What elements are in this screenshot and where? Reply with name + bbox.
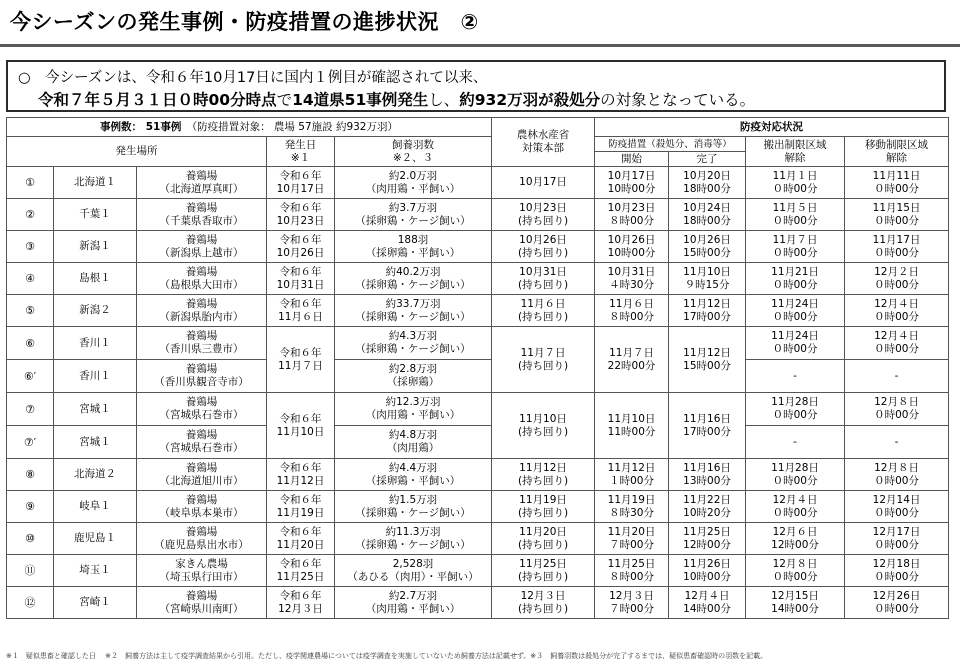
birds-header: 飼養羽数 ※２、３ (335, 137, 492, 167)
table-row: ⑧ 北海道２ 養鶏場 （北海道旭川市） 令和６年 11月12日 約4.4万羽 （採卵鶏・平飼い） 11月12日 (持ち回り) 11月12日 １時00分 11月16日 13時00分 11月28日 ０時00分 12月８日 ０時00分 (7, 459, 949, 491)
hq-header: 農林水産省 対策本部 (492, 118, 595, 167)
table-row: ⑩ 鹿児島１ 養鶏場 （鹿児島県出水市） 令和６年 11月20日 約11.3万羽 （採卵鶏・ケージ飼い） 11月20日 (持ち回り) 11月20日 ７時00分 11月25日 12時00分 12月６日 12時00分 12月17日 ０時00分 (7, 523, 949, 555)
table-row: ② 千葉１ 養鶏場 （千葉県香取市） 令和６年 10月23日 約3.7万羽 （採卵鶏・ケージ飼い） 10月23日 (持ち回り) 10月23日 ８時00分 10月24日 18時00分 11月５日 ０時00分 11月15日 ０時00分 (7, 199, 949, 231)
table-row: ⑥′ 香川１ 養鶏場 （香川県観音寺市） 約2.8万羽 （採卵鶏） - - (7, 360, 949, 393)
case-count-header: 事例数： 51事例 （防疫措置対象： 農場 57施設 約932万羽） (7, 118, 492, 137)
movement-header: 移動制限区域 解除 (845, 137, 949, 167)
table-row: ⑥ 香川１ 養鶏場 （香川県三豊市） 令和６年 11月７日 約4.3万羽 （採卵鶏・ケージ飼い） 11月７日 (持ち回り) 11月７日 22時00分 11月12日 15時00分 11月24日 ０時00分 12月４日 ０時00分 (7, 327, 949, 360)
summary-outbreaks: 14道県51事例発生 (292, 91, 429, 109)
summary-line-2: 令和７年５月３１日０時00分時点で14道県51事例発生し、約932万羽が殺処分の対象となっている。 (38, 91, 756, 109)
summary-culled: 約932万羽が殺処分 (459, 91, 601, 109)
table-row: ⑫ 宮崎１ 養鶏場 （宮崎県川南町） 令和６年 12月３日 約2.7万羽 （肉用鶏・平飼い） 12月３日 (持ち回り) 12月３日 ７時00分 12月４日 14時00分 12月15日 14時00分 12月26日 ０時00分 (7, 587, 949, 619)
table-row: ⑨ 岐阜１ 養鶏場 （岐阜県本巣市） 令和６年 11月19日 約1.5万羽 （採卵鶏・ケージ飼い） 11月19日 (持ち回り) 11月19日 ８時30分 11月22日 10時20分 12月４日 ０時00分 12月14日 ０時00分 (7, 491, 949, 523)
title-divider (0, 44, 960, 47)
done-header: 完了 (669, 152, 746, 167)
date-header: 発生日 ※１ (267, 137, 335, 167)
location-header: 発生場所 (7, 137, 267, 167)
table-row: ④ 島根１ 養鶏場 （島根県大田市） 令和６年 10月31日 約40.2万羽 （採卵鶏・ケージ飼い） 10月31日 (持ち回り) 10月31日 ４時30分 11月10日 ９時15分 11月21日 ０時00分 12月２日 ０時00分 (7, 263, 949, 295)
measures-header: 防疫措置（殺処分、消毒等） (595, 137, 746, 152)
outbreak-table (6, 117, 949, 619)
start-header: 開始 (595, 152, 669, 167)
table-row: ⑤ 新潟２ 養鶏場 （新潟県胎内市） 令和６年 11月６日 約33.7万羽 （採卵鶏・ケージ飼い） 11月６日 (持ち回り) 11月６日 ８時00分 11月12日 17時00分 11月24日 ０時00分 12月４日 ０時00分 (7, 295, 949, 327)
summary-line-1: ○ 今シーズンは、令和６年10月17日に国内１例目が確認されて以来、 (18, 70, 488, 86)
table-row: ⑪ 埼玉１ 家きん農場 （埼玉県行田市） 令和６年 11月25日 2,528羽 （あひる（肉用）・平飼い） 11月25日 (持ち回り) 11月25日 ８時00分 11月26日 10時00分 12月８日 ０時00分 12月18日 ０時00分 (7, 555, 949, 587)
footnote: ※１ 疑似患畜と確認した日 ※２ 飼養方法は主して疫学調査結果から引用。ただし、疫学関連農場については疫学調査を実施していないため飼養方法は記載せず。※３ 飼養羽数は殺処分が完了するまでは、疑似患畜確認時の羽数を記載。 (6, 652, 768, 660)
summary-timestamp: 令和７年５月３１日０時00分時点 (38, 91, 277, 109)
table-row: ⑦ 宮城１ 養鶏場 （宮城県石巻市） 令和６年 11月10日 約12.3万羽 （肉用鶏・平飼い） 11月10日 (持ち回り) 11月10日 11時00分 11月16日 17時00分 11月28日 ０時00分 12月８日 ０時00分 (7, 393, 949, 426)
status-header: 防疫対応状況 (595, 118, 949, 137)
table-row: ⑦′ 宮城１ 養鶏場 （宮城県石巻市） 約4.8万羽 （肉用鶏） - - (7, 426, 949, 459)
carry-out-header: 搬出制限区域 解除 (746, 137, 845, 167)
summary-box (6, 60, 946, 112)
table-row: ① 北海道１ 養鶏場 （北海道厚真町） 令和６年 10月17日 約2.0万羽 （肉用鶏・平飼い） 10月17日 10月17日 10時00分 10月20日 18時00分 11月１日 ０時00分 11月11日 ０時00分 (7, 167, 949, 199)
page-title: 今シーズンの発生事例・防疫措置の進捗状況 ② (10, 10, 479, 34)
table-row: ③ 新潟１ 養鶏場 （新潟県上越市） 令和６年 10月26日 188羽 （採卵鶏・平飼い） 10月26日 (持ち回り) 10月26日 10時00分 10月26日 15時00分 11月７日 ０時00分 11月17日 ０時00分 (7, 231, 949, 263)
